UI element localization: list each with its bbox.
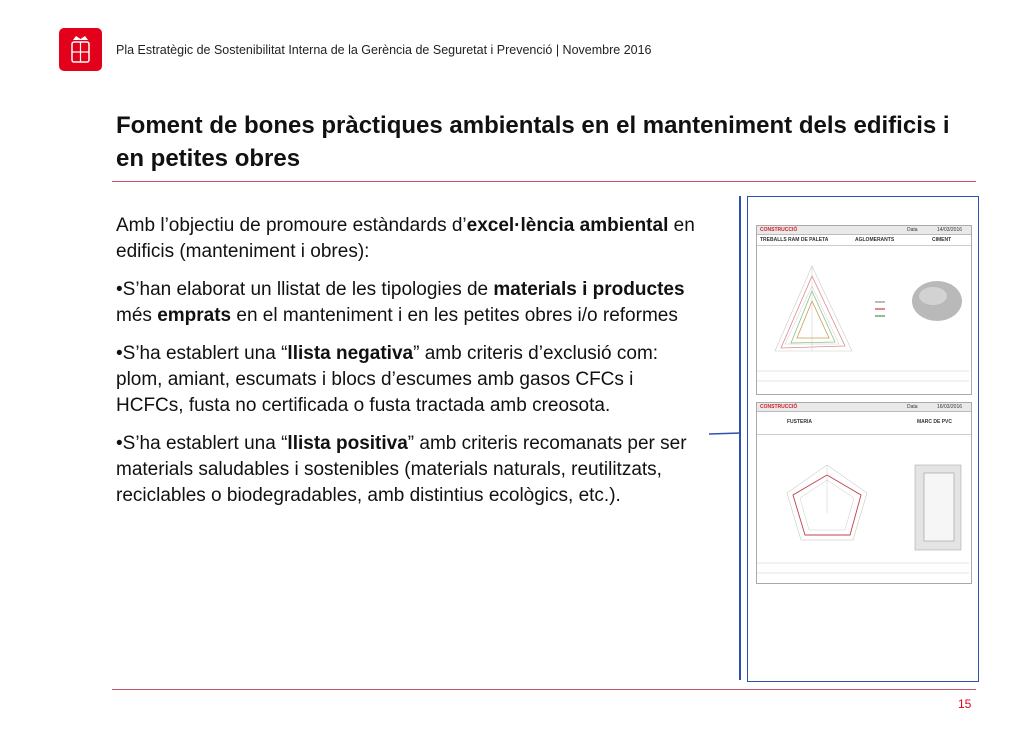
header-subtitle: Pla Estratègic de Sostenibilitat Interna de la Gerència de Seguretat i Prevenció | Novembre 2016 <box>116 43 652 57</box>
intro-bold: excel·lència ambiental <box>466 215 669 236</box>
bullet-negative-list <box>116 341 696 419</box>
sheet1-date: 14/03/2016 <box>937 227 963 233</box>
material-sheets-image <box>747 196 979 682</box>
bullet2-text: •S’ha establert una “ <box>116 343 288 364</box>
sheet2-section: CONSTRUCCIÓ <box>760 404 798 410</box>
frame-left-line <box>739 196 741 680</box>
sheet1-columns <box>757 235 971 246</box>
sheet1-date-label: Data <box>907 227 918 233</box>
sheet1-radar-and-photo <box>757 246 969 391</box>
bullet1-bold-emprats: emprats <box>157 305 232 326</box>
sheet1-section: CONSTRUCCIÓ <box>760 227 798 233</box>
sheet1-col1: TREBALLS RAM DE PALETA <box>760 237 829 243</box>
bullet-materials <box>116 277 696 329</box>
top-divider <box>112 181 976 182</box>
sheet1-col3: CIMENT <box>932 237 952 243</box>
sheet2-header <box>757 403 971 412</box>
sheet2-date-label: Data <box>907 404 918 410</box>
bullet3-text-2: ” amb criteris recomanats per ser materials saludables i sostenibles (materials naturals, reutilitzats, reciclables o biodegradables, amb distintius ecològics, etc.). <box>116 433 687 506</box>
sheet2-columns <box>757 412 971 435</box>
bullet2-text-2: ” amb criteris d’exclusió com: plom, amiant, escumats i blocs d’escumes amb gasos CFCs i HCFCs, fusta no certificada o fusta tractada amb creosota. <box>116 343 659 416</box>
sheet1-header <box>757 226 971 235</box>
sheet2-date: 16/03/2016 <box>937 404 963 410</box>
bullet-positive-list <box>116 431 696 509</box>
bullet3-bold: llista positiva <box>287 433 408 454</box>
intro-text: Amb l’objectiu de promoure estàndards d’ <box>116 215 467 236</box>
main-text <box>116 213 696 521</box>
sheet2-col2: MARC DE PVC <box>917 419 953 425</box>
bullet1-text-2: més <box>116 305 158 326</box>
material-sheet-pvc-frame <box>756 402 972 584</box>
material-sheet-cement <box>756 225 972 395</box>
bullet3-text: •S’ha establert una “ <box>116 433 288 454</box>
intro-paragraph <box>116 213 696 265</box>
bullet1-bold-materials: materials i productes <box>493 279 685 300</box>
intro-text-end: en edificis (manteniment i obres): <box>116 215 695 262</box>
connector-line <box>709 431 743 437</box>
sheet1-col2: AGLOMERANTS <box>855 237 895 243</box>
bullet1-text: •S’han elaborat un llistat de les tipologies de <box>116 279 494 300</box>
page-title: Foment de bones pràctiques ambientals en el manteniment dels edificis i en petites obres <box>116 112 950 172</box>
sheet2-radar-and-photo <box>757 435 969 581</box>
sheet2-col1: FUSTERIA <box>787 419 812 425</box>
bullet1-text-3: en el manteniment i en les petites obres i/o reformes <box>231 305 678 326</box>
page-number: 15 <box>958 697 972 711</box>
city-council-logo <box>59 28 102 71</box>
bullet2-bold: llista negativa <box>287 343 414 364</box>
bottom-divider <box>112 689 976 690</box>
